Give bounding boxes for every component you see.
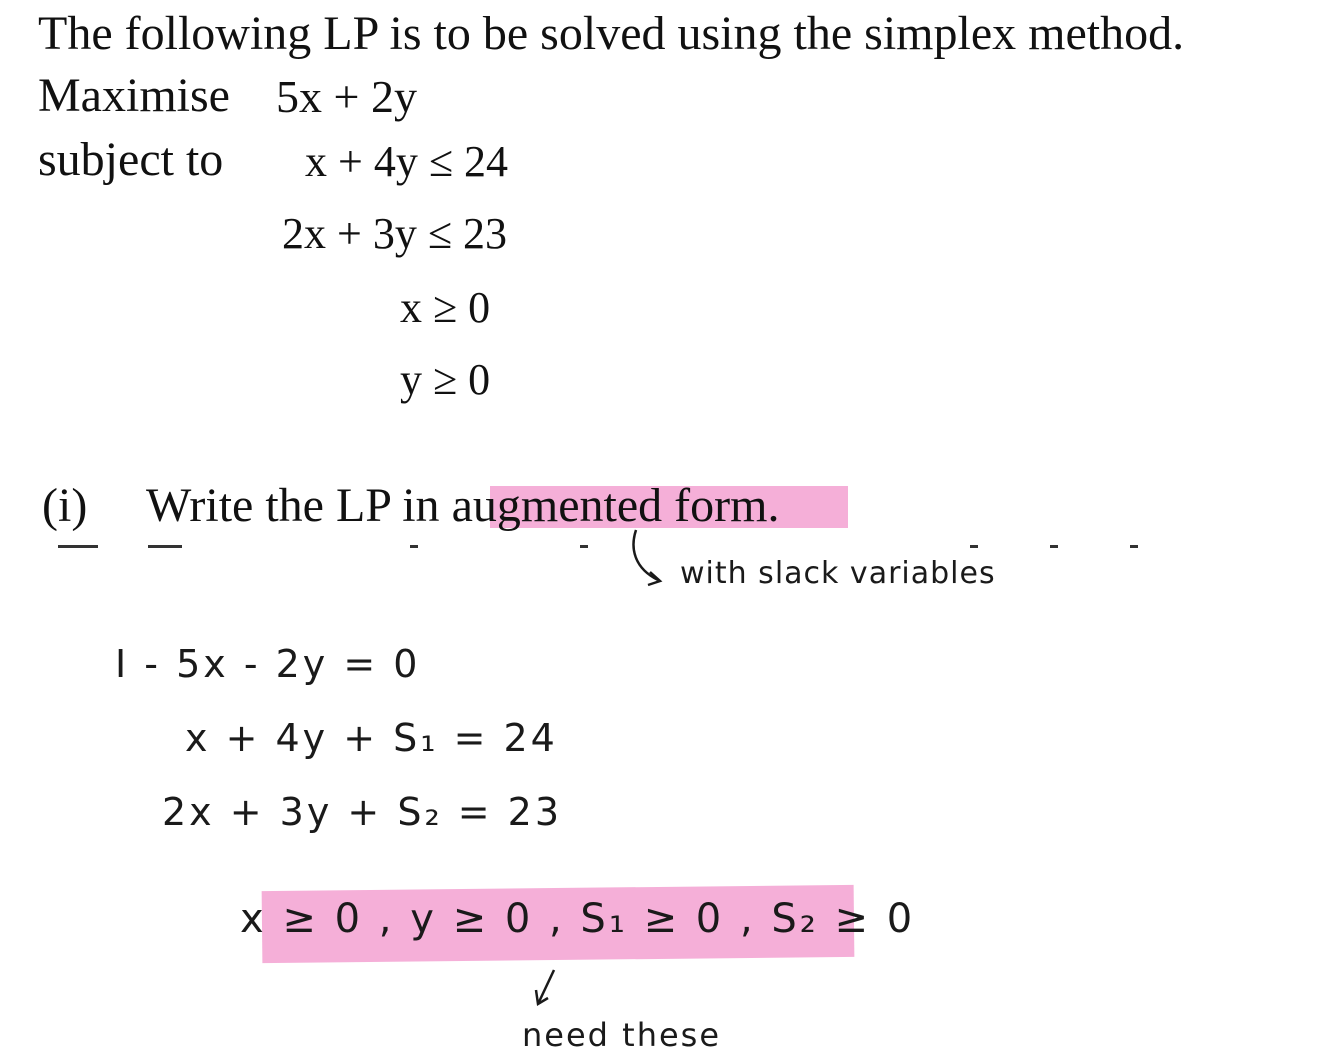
objective-label: Maximise: [38, 69, 230, 122]
question-number: (i): [42, 479, 88, 532]
objective-expression: 5x + 2y: [276, 71, 417, 122]
need-these-note: need these: [522, 1016, 722, 1054]
handwritten-equation-1: I - 5x - 2y = 0: [115, 642, 421, 686]
margin-note: with slack variables: [680, 556, 996, 591]
handwritten-equation-3: 2x + 3y + S₂ = 23: [162, 790, 563, 834]
handwritten-nonnegativity: x ≥ 0 , y ≥ 0 , S₁ ≥ 0 , S₂ ≥ 0: [240, 896, 916, 942]
constraint-4: y ≥ 0: [400, 355, 491, 404]
question-text-plain: Write the LP in: [146, 479, 452, 532]
question-text-highlighted: augmented form.: [451, 479, 780, 532]
handwritten-equation-2: x + 4y + S₁ = 24: [185, 716, 558, 760]
question-text: [146, 479, 780, 532]
constraint-2: 2x + 3y ≤ 23: [282, 209, 507, 258]
cutoff-next-question: [40, 545, 1160, 551]
intro-line: The following LP is to be solved using the simplex method.: [38, 7, 1185, 60]
constraint-1: x + 4y ≤ 24: [305, 137, 508, 186]
down-arrow-icon: [532, 968, 562, 1010]
subject-to-label: subject to: [38, 133, 224, 186]
hook-arrow-icon: [630, 528, 680, 588]
constraint-3: x ≥ 0: [400, 283, 491, 332]
